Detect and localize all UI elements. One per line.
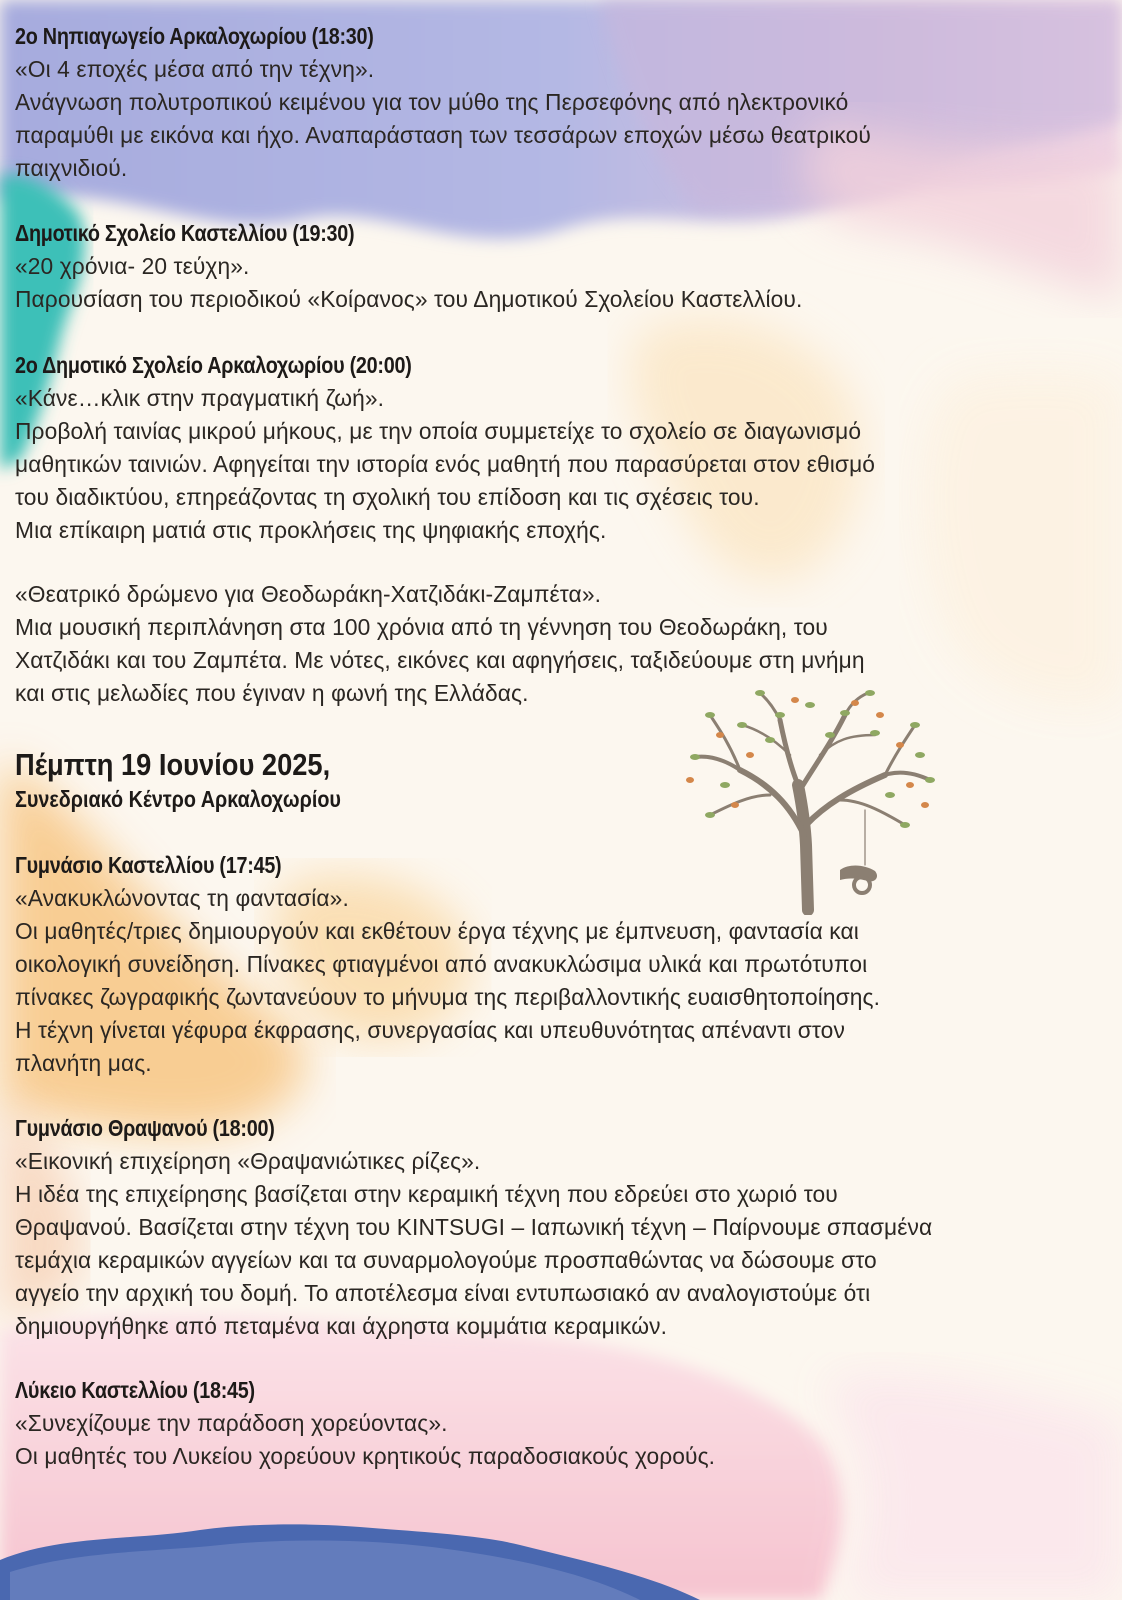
entry-line: Οι μαθητές του Λυκείου χορεύουν κρητικούς παραδοσιακούς χορούς. bbox=[15, 1443, 716, 1469]
program-entry bbox=[15, 849, 1105, 1080]
entry-line: «Εικονική επιχείρηση «Θραψανιώτικες ρίζες». bbox=[15, 1148, 481, 1174]
entry-line: πλανήτη μας. bbox=[15, 1050, 152, 1076]
entry-line: αγγείο την αρχική του δομή. Το αποτέλεσμα είναι εντυπωσιακό αν αναλογιστούμε ότι bbox=[15, 1280, 871, 1306]
entry-line: Παρουσίαση του περιοδικού «Κοίρανος» του Δημοτικού Σχολείου Καστελλίου. bbox=[15, 286, 803, 312]
entry-line: πίνακες ζωγραφικής ζωντανεύουν το μήνυμα της περιβαλλοντικής ευαισθητοποίησης. bbox=[15, 984, 881, 1010]
entry-line: «Ανακυκλώνοντας τη φαντασία». bbox=[15, 885, 349, 911]
entry-line: τεμάχια κεραμικών αγγείων και τα συναρμολογούμε προσπαθώντας να δώσουμε στο bbox=[15, 1247, 877, 1273]
entry-title: Λύκειο Καστελλίου (18:45) bbox=[15, 1377, 255, 1403]
entry-line: Θραψανού. Βασίζεται στην τέχνη του KINTSUGI – Ιαπωνική τέχνη – Παίρνουμε σπασμένα bbox=[15, 1214, 933, 1240]
entry-line: Μια επίκαιρη ματιά στις προκλήσεις της ψηφιακής εποχής. bbox=[15, 517, 607, 543]
entry-line: Η ιδέα της επιχείρησης βασίζεται στην κεραμική τέχνη που εδρεύει στο χωριό του bbox=[15, 1181, 838, 1207]
entry-title: 2ο Νηπιαγωγείο Αρκαλοχωρίου (18:30) bbox=[15, 23, 374, 49]
entry-line: δημιουργήθηκε από πεταμένα και άχρηστα κομμάτια κεραμικών. bbox=[15, 1313, 668, 1339]
entry-line: Ανάγνωση πολυτροπικού κειμένου για τον μύθο της Περσεφόνης από ηλεκτρονικό bbox=[15, 89, 849, 115]
program-entry bbox=[15, 349, 1105, 547]
entry-line: οικολογική συνείδηση. Πίνακες φτιαγμένοι από ανακυκλώσιμα υλικά και πρωτότυποι bbox=[15, 951, 868, 977]
event-date: Πέμπτη 19 Ιουνίου 2025, bbox=[15, 747, 331, 782]
entry-line: Η τέχνη γίνεται γέφυρα έκφρασης, συνεργασίας και υπευθυνότητας απέναντι στον bbox=[15, 1017, 845, 1043]
entry-line: του διαδικτύου, επηρεάζοντας τη σχολική του επίδοση και τις σχέσεις του. bbox=[15, 484, 760, 510]
entry-line: «Συνεχίζουμε την παράδοση χορεύοντας». bbox=[15, 1410, 448, 1436]
entry-line: Προβολή ταινίας μικρού μήκους, με την οποία συμμετείχε το σχολείο σε διαγωνισμό bbox=[15, 418, 862, 444]
entry-title: Γυμνάσιο Θραψανού (18:00) bbox=[15, 1115, 275, 1141]
event-venue: Συνεδριακό Κέντρο Αρκαλοχωρίου bbox=[15, 786, 341, 812]
entry-line: Χατζιδάκι και του Ζαμπέτα. Με νότες, εικόνες και αφηγήσεις, ταξιδεύουμε στη μνήμη bbox=[15, 647, 865, 673]
entry-title: Γυμνάσιο Καστελλίου (17:45) bbox=[15, 852, 282, 878]
program-entry bbox=[15, 1374, 1105, 1473]
day-heading bbox=[15, 746, 1105, 814]
entry-line: και στις μελωδίες που έγιναν η φωνή της Ελλάδας. bbox=[15, 680, 529, 706]
program-entry bbox=[15, 1112, 1105, 1343]
program-entry bbox=[15, 217, 1105, 316]
entry-line: «20 χρόνια- 20 τεύχη». bbox=[15, 253, 250, 279]
entry-title: Δημοτικό Σχολείο Καστελλίου (19:30) bbox=[15, 220, 355, 246]
entry-line: «Θεατρικό δρώμενο για Θεοδωράκη-Χατζιδάκι-Ζαμπέτα». bbox=[15, 581, 602, 607]
entry-line: «Οι 4 εποχές μέσα από την τέχνη». bbox=[15, 56, 375, 82]
entry-line: μαθητικών ταινιών. Αφηγείται την ιστορία ενός μαθητή που παρασύρεται στον εθισμό bbox=[15, 451, 876, 477]
entry-title: 2ο Δημοτικό Σχολείο Αρκαλοχωρίου (20:00) bbox=[15, 352, 412, 378]
program-entry bbox=[15, 20, 1105, 185]
entry-line: Μια μουσική περιπλάνηση στα 100 χρόνια από τη γέννηση του Θεοδωράκη, του bbox=[15, 614, 828, 640]
entry-line: παραμύθι με εικόνα και ήχο. Αναπαράσταση των τεσσάρων εποχών μέσω θεατρικού bbox=[15, 122, 871, 148]
entry-line: «Κάνε…κλικ στην πραγματική ζωή». bbox=[15, 385, 385, 411]
entry-line: παιχνιδιού. bbox=[15, 155, 128, 181]
entry-line: Οι μαθητές/τριες δημιουργούν και εκθέτουν έργα τέχνης με έμπνευση, φαντασία και bbox=[15, 918, 859, 944]
program-entry bbox=[15, 578, 1105, 710]
